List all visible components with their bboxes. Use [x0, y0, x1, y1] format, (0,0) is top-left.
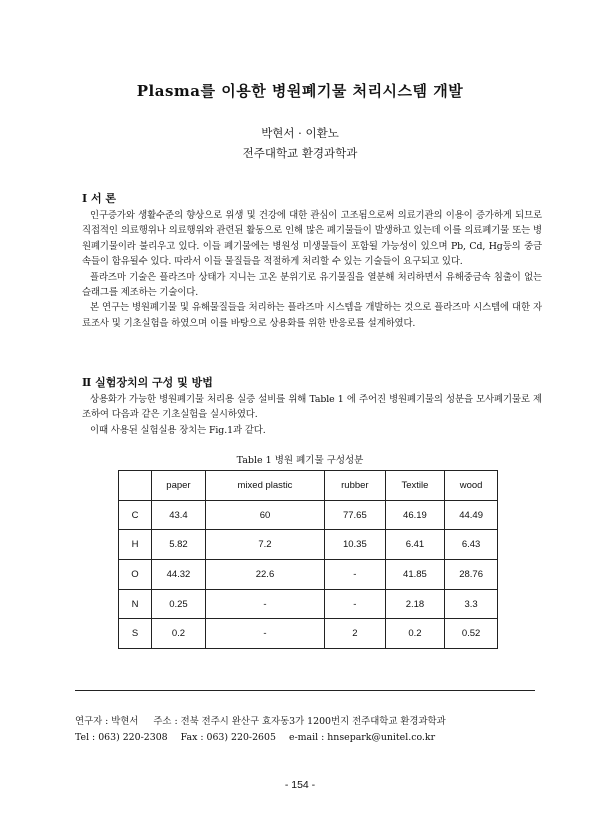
table-cell: 22.6 [205, 560, 324, 590]
table-row [119, 589, 498, 619]
table-cell: 0.25 [152, 589, 206, 619]
table-cell: 10.35 [325, 530, 386, 560]
table-cell: - [205, 619, 324, 649]
fax: Fax : 063) 220-2605 [180, 732, 276, 743]
table-cell: 60 [205, 500, 324, 530]
table-row [119, 500, 498, 530]
paragraph: 플라즈마 기술은 플라즈마 상태가 지니는 고온 분위기로 유기물질을 열분해 처리하면서 유해중금속 침출이 없는 슬래그를 제조하는 기술이다. [82, 271, 542, 299]
section-heading: Ⅱ 실험장치의 구성 및 방법 [82, 376, 213, 389]
section-introduction [82, 190, 542, 331]
table-cell: 0.2 [385, 619, 445, 649]
author-block [0, 123, 600, 163]
table-header-cell: rubber [325, 471, 386, 501]
table-header-cell: wood [445, 471, 498, 501]
section-methods [82, 374, 542, 438]
table-row [119, 560, 498, 590]
table-row-header: C [119, 500, 152, 530]
table-cell: 7.2 [205, 530, 324, 560]
email: e-mail : hnsepark@unitel.co.kr [288, 732, 436, 743]
paragraph: 본 연구는 병원폐기물 및 유해물질들을 처리하는 플라즈마 시스템을 개발하는 것으로 플라즈마 시스템에 대한 자료조사 및 기초실험을 하였으며 이를 바탕으로 상용화를 위한 반응로를 설계하였다. [82, 302, 542, 329]
table-caption: Table 1 병원 폐기물 구성성분 [236, 455, 364, 466]
table-cell: 44.32 [152, 560, 206, 590]
table-cell: 46.19 [385, 500, 445, 530]
table-row-header: H [119, 530, 152, 560]
footer [75, 714, 446, 746]
composition-table [118, 470, 498, 649]
section-heading: Ⅰ 서 론 [82, 192, 117, 205]
paragraph: 인구증가와 생활수준의 향상으로 위생 및 건강에 대한 관심이 고조됨으로써 의료기관의 이용이 증가하게 되므로 직접적인 의료행위나 의료행위와 관련된 활동으로 인해 많은 폐기물들이 발생하고 있는데 이를 의료폐기물 또는 병원폐기물이라 불리우고 있다. 이들 폐기물에는 병원성 미생물들이 포함될 가능성이 있으며 Pb, Cd, Hg등의 중금속들이 함유될수 있다. 따라서 이들 물질들을 적절하게 처리할 수 있는 기술들이 요구되고 있다. [82, 210, 542, 268]
table-row [119, 619, 498, 649]
table-cell: 44.49 [445, 500, 498, 530]
table-cell: 5.82 [152, 530, 206, 560]
table-cell: 6.43 [445, 530, 498, 560]
table-cell: 6.41 [385, 530, 445, 560]
telephone: Tel : 063) 220-2308 [75, 732, 168, 743]
table-cell: 2 [325, 619, 386, 649]
author-names: 박현서 · 이환노 [261, 126, 339, 140]
table-header-cell: Textile [385, 471, 445, 501]
table-header-row [119, 471, 498, 501]
table-cell: 77.65 [325, 500, 386, 530]
author-address: 연구자 : 박현서 주소 : 전북 전주시 완산구 효자동3가 1200번지 전주대학교 환경과학과 [75, 716, 446, 727]
affiliation: 전주대학교 환경과학과 [242, 146, 358, 160]
table-cell: - [325, 589, 386, 619]
paragraph: 상용화가 가능한 병원폐기물 처리용 실증 설비를 위해 Table 1 에 주어진 병원폐기물의 성분을 모사폐기물로 제조하여 다음과 같은 기초실험을 실시하였다. [82, 394, 542, 421]
table-cell: 3.3 [445, 589, 498, 619]
table-header-cell: mixed plastic [205, 471, 324, 501]
paper-title: Plasma를 이용한 병원폐기물 처리시스템 개발 [136, 82, 464, 100]
table-cell: 0.52 [445, 619, 498, 649]
footer-divider [75, 690, 535, 691]
table-cell: 43.4 [152, 500, 206, 530]
table-cell: 2.18 [385, 589, 445, 619]
page-number: - 154 - [284, 779, 316, 791]
table-row-header: N [119, 589, 152, 619]
table-header-cell: paper [152, 471, 206, 501]
paragraph: 이때 사용된 실험실용 장치는 Fig.1과 같다. [90, 424, 266, 436]
table-row [119, 530, 498, 560]
table-row-header: O [119, 560, 152, 590]
contact-line [75, 730, 446, 746]
table-cell: 0.2 [152, 619, 206, 649]
table-cell: 41.85 [385, 560, 445, 590]
table-header-cell [119, 471, 152, 501]
table-row-header: S [119, 619, 152, 649]
table-cell: 28.76 [445, 560, 498, 590]
table-cell: - [205, 589, 324, 619]
table-cell: - [325, 560, 386, 590]
